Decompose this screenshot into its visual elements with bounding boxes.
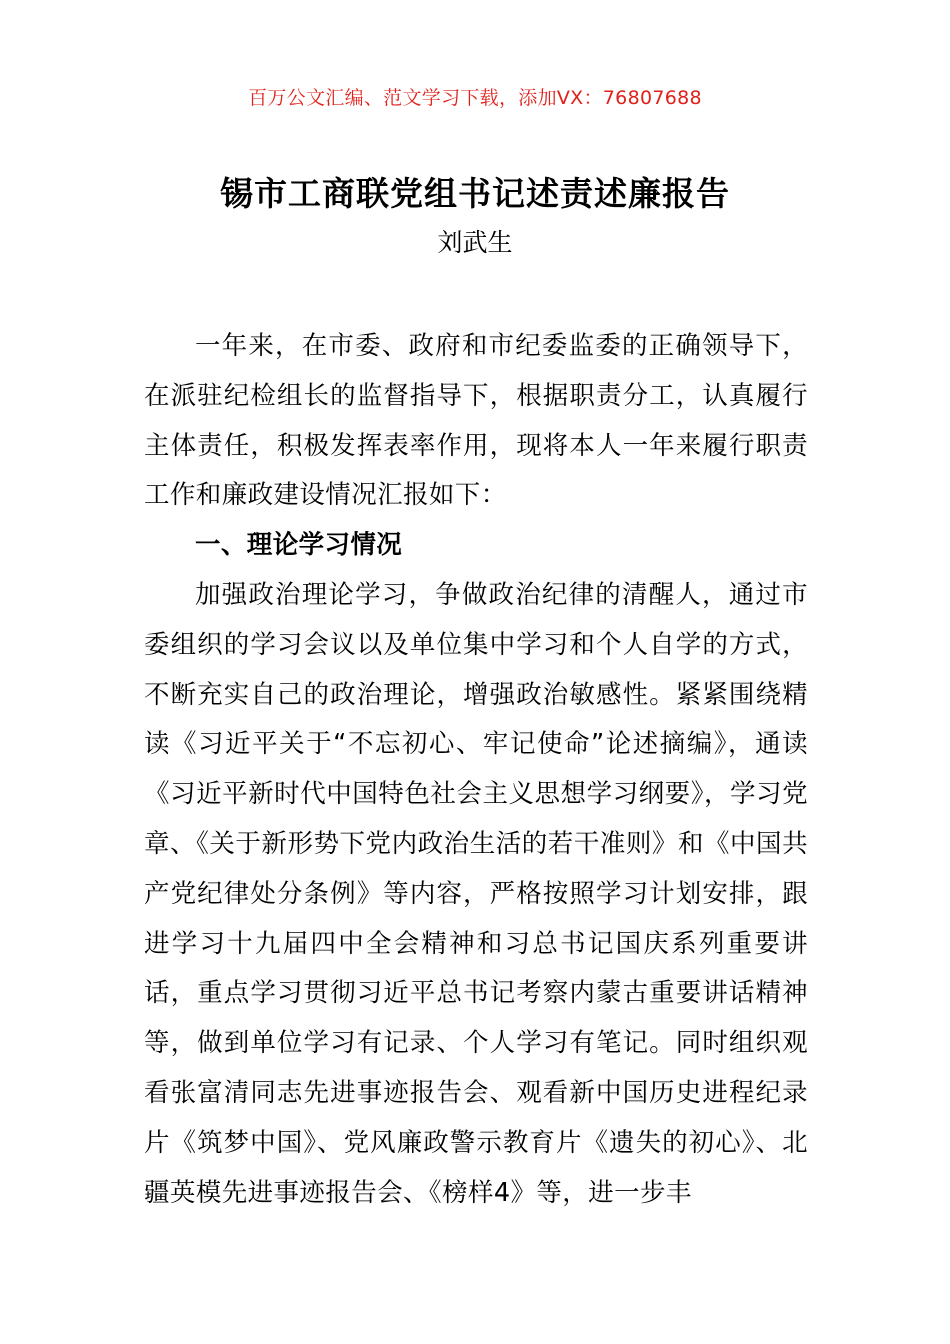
document-title: 锡市工商联党组书记述责述廉报告 (220, 174, 730, 213)
document-author: 刘武生 (437, 228, 513, 257)
intro-paragraph: 一年来，在市委、政府和市纪委监委的正确领导下，在派驻纪检组长的监督指导下，根据职责分工，认真履行主体责任，积极发挥表率作用，现将本人一年来履行职责工作和廉政建设情况汇报如下： (144, 331, 808, 511)
section-heading: 一、理论学习情况 (195, 530, 403, 561)
header-banner: 百万公文汇编、范文学习下载，添加VX：76807688 (248, 87, 702, 109)
document-body (144, 322, 808, 1218)
section-paragraph: 加强政治理论学习，争做政治纪律的清醒人，通过市委组织的学习会议以及单位集中学习和个人自学的方式，不断充实自己的政治理论，增强政治敏感性。紧紧围绕精读《习近平关于“不忘初心、牢记使命”论述摘编》，通读《习近平新时代中国特色社会主义思想学习纲要》，学习党章、《关于新形势下党内政治生活的若干准则》和《中国共产党纪律处分条例》等内容，严格按照学习计划安排，跟进学习十九届四中全会精神和习总书记国庆系列重要讲话，重点学习贯彻习近平总书记考察内蒙古重要讲话精神等，做到单位学习有记录、个人学习有笔记。同时组织观看张富清同志先进事迹报告会、观看新中国历史进程纪录片《筑梦中国》、党风廉政警示教育片《遗失的初心》、北疆英模先进事迹报告会、《榜样4》等，进一步丰 (144, 579, 808, 1208)
